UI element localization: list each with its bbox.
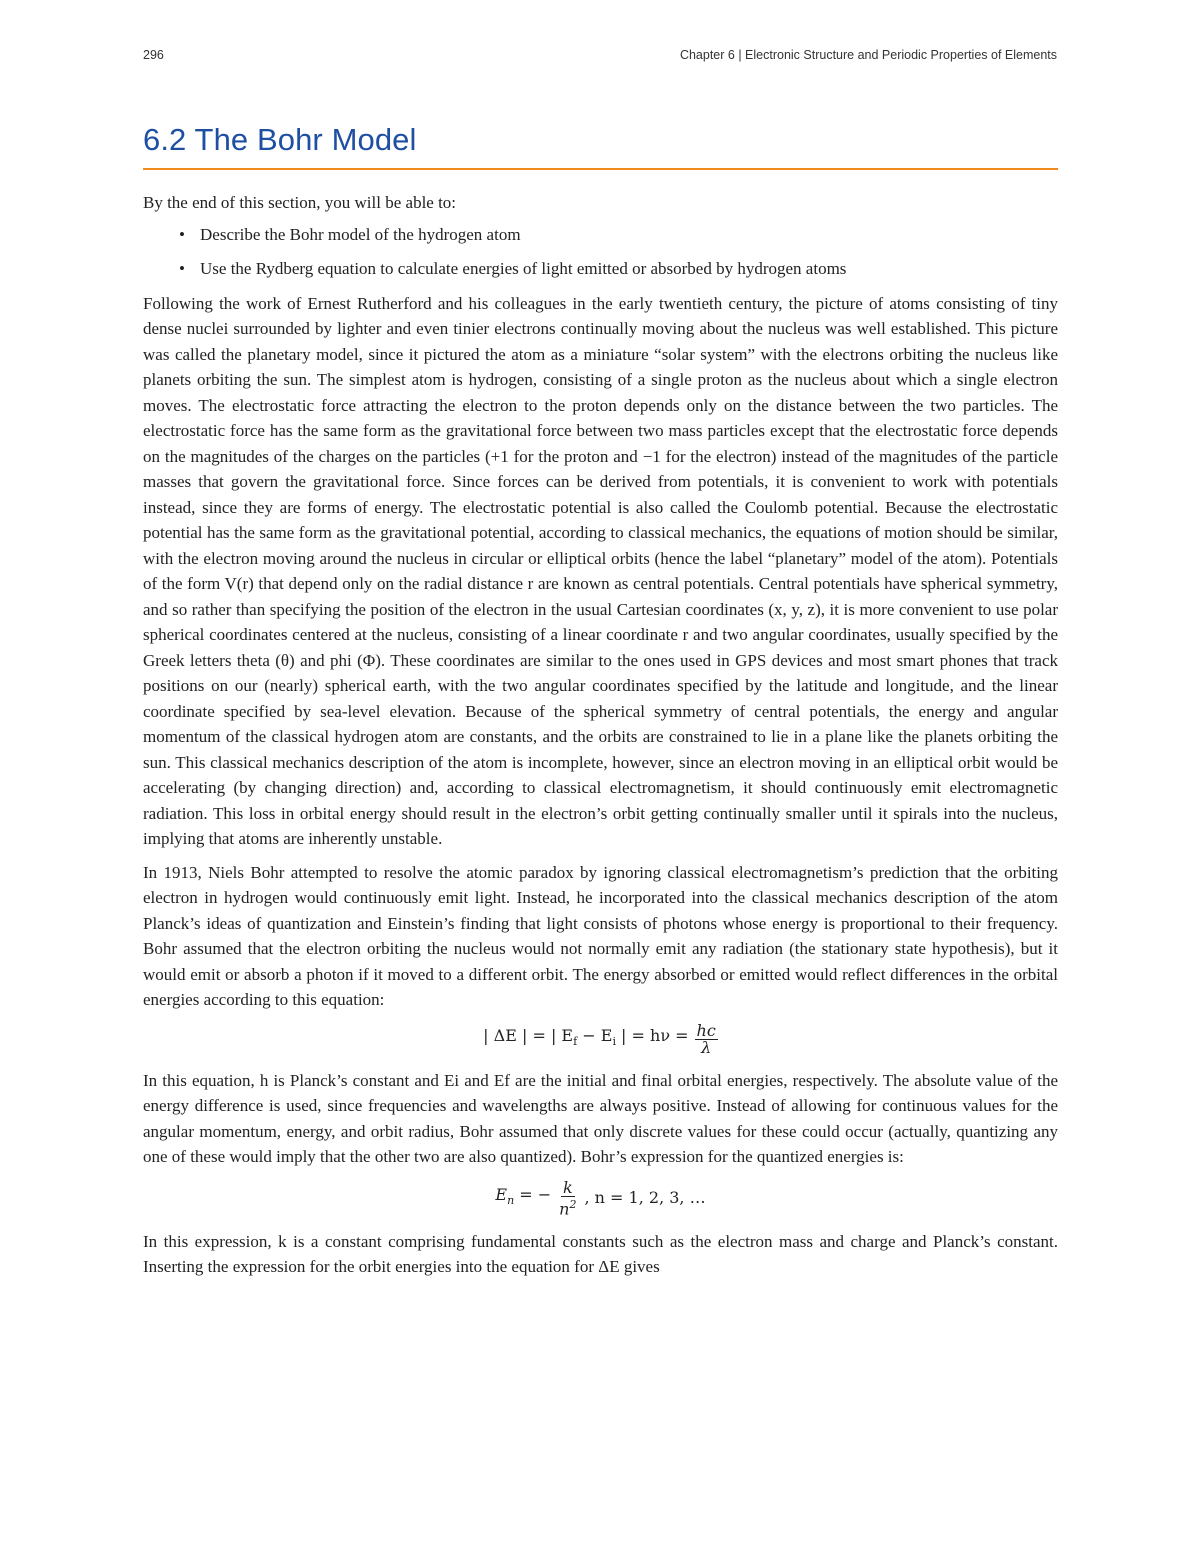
paragraph-planetary-model: Following the work of Ernest Rutherford and his colleagues in the early twentieth century, the picture of atoms consisting of tiny dense nuclei surrounded by lighter and even tinier electrons continually moving about the nucleus was well established. This picture was called the planetary model, since it pictured the atom as a miniature “solar system” with the electrons orbiting the nucleus like planets orbiting the sun. The simplest atom is hydrogen, consisting of a single proton as the nucleus about which a single electron moves. The electrostatic force attracting the electron to the proton depends only on the distance between the two particles. The electrostatic force has the same form as the gravitational force between two mass particles except that the electrostatic force depends on the magnitudes of the charges on the particles (+1 for the proton and −1 for the electron) instead of the magnitudes of the particle masses that govern the gravitational force. Since forces can be derived from potentials, it is convenient to work with potentials instead, since they are forms of energy. The electrostatic potential is also called the Coulomb potential. Because the electrostatic potential has the same form as the gravitational potential, according to classical mechanics, the equations of motion should be similar, with the electron moving around the nucleus in circular or elliptical orbits (hence the label “planetary” model of the atom). Potentials of the form V(r) that depend only on the radial distance r are known as central potentials. Central potentials have spherical symmetry, and so rather than specifying the position of the electron in the usual Cartesian coordinates (x, y, z), it is more convenient to use polar spherical coordinates centered at the nucleus, consisting of a linear coordinate r and two angular coordinates, usually specified by the Greek letters theta (θ) and phi (Φ). These coordinates are similar to the ones used in GPS devices and most smart phones that track positions on our (nearly) spherical earth, with the two angular coordinates specified by the latitude and longitude, and the linear coordinate specified by sea-level elevation. Because of the spherical symmetry of central potentials, the energy and angular momentum of the classical hydrogen atom are constants, and the orbits are constrained to lie in a plane like the planets orbiting the sun. This classical mechanics description of the atom is incomplete, however, since an electron moving in an elliptical orbit would be accelerating (by changing direction) and, according to classical electromagnetism, it should continuously emit electromagnetic radiation. This loss in orbital energy should result in the electron’s orbit getting continually smaller until it spirals into the nucleus, implying that atoms are inherently unstable. [143,293,1058,848]
objectives-intro: By the end of this section, you will be able to: [143,193,457,212]
page-number: 296 [143,48,164,62]
objective-text: Describe the Bohr model of the hydrogen atom [200,224,521,244]
fraction: $\frac{k}{n^2}$ [559,1177,577,1218]
equation-energy-difference: | ΔE | = | $E_f - E_i$ | = hν = $\frac{hc}{\lambda}$ [483,1020,716,1057]
paragraph-bohr-1913: In 1913, Niels Bohr attempted to resolve the atomic paradox by ignoring classical electromagnetism’s prediction that the orbiting electron in hydrogen would continuously emit light. Instead, he incorporated into the classical mechanics description of the atom Planck’s ideas of quantization and Einstein’s finding that light consists of photons whose energy is proportional to their frequency. Bohr assumed that the electron orbiting the nucleus would not normally emit any radiation (the stationary state hypothesis), but it would emit or absorb a photon if it moved to a different orbit. The energy absorbed or emitted would reflect differences in the orbital energies according to this equation: [143,862,1058,1009]
fraction: $\frac{hc}{\lambda}$ [696,1020,716,1057]
objective-text: Use the Rydberg equation to calculate energies of light emitted or absorbed by hydrogen atoms [200,259,847,278]
bullet-icon: • [179,259,185,278]
section-content [143,190,1058,1288]
running-header [143,48,1057,66]
bullet-icon: • [179,224,185,244]
list-item [179,256,1058,282]
title-divider [143,168,1058,170]
paragraph-equation-explanation: In this equation, h is Planck’s constant and Ei and Ef are the initial and final orbital energies, respectively. The absolute value of the energy difference is used, since frequencies and wavelengths are always positive. Instead of allowing for continuous values for the angular momentum, energy, and orbit radius, Bohr assumed that only discrete values for these could occur (actually, quantizing any one of these would imply that the other two are also quantized). Bohr’s expression for the quantized energies is: [143,1070,1058,1166]
list-item [179,222,1058,248]
chapter-title: Chapter 6 | Electronic Structure and Periodic Properties of Elements [679,48,1057,62]
objectives-list [143,222,1058,282]
section-title: 6.2 The Bohr Model [143,122,417,157]
paragraph-constant-k: In this expression, k is a constant comprising fundamental constants such as the electron mass and charge and Planck’s constant. Inserting the expression for the orbit energies into the equation for ΔE gives [143,1231,1058,1277]
equation-quantized-energies: $E_n$ = − $\frac{k}{n^2}$ , n = 1, 2, 3, … [495,1177,706,1218]
